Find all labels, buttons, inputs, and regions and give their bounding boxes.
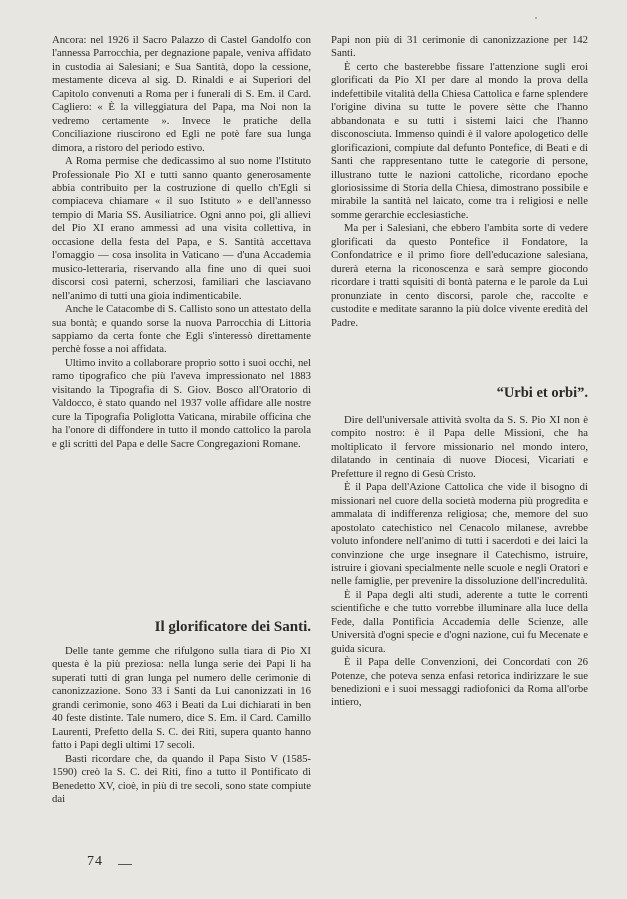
page-number-dash [118,864,132,865]
paragraph: Ancora: nel 1926 il Sacro Palazzo di Castel Gandolfo con l'annessa Parrocchia, per degnazione papale, veniva affidato in custodia ai Salesiani; e Sua Santità, dopo la cessione, mestamente diceva al sig. D. Rinaldi e ai Superiori del Capitolo convenuti a Roma per i funerali di S. Em. il Card. Cagliero: « È la villeggiatura del Papa, ma Noi non la vedremo certamente ». Invece le pratiche della Conciliazione riuscirono ed Egli ne potè fare sua lunga dimora, a ristoro del periodo estivo. [52,34,311,154]
paragraph: Ma per i Salesiani, che ebbero l'ambita sorte di vedere glorificati da questo Pontefice il Fondatore, la Confondatrice e il primo fiore dell'educazione salesiana, durerà eterna la riconoscenza e sarà sempre giocondo ricordare i tratti squisiti di bontà paterna e le parole da Lui pronunziate in cento discorsi, parole che, raccolte e custodite e meditate saranno la più dolce vivente eredità del Padre. [331,222,588,329]
page-number: 74 [87,854,103,869]
section-title-urbi-et-orbi: “Urbi et orbi”. [496,384,588,401]
paragraph: È il Papa dell'Azione Cattolica che vide il bisogno di missionari nel cuore della società moderna più progredita e ammalata di indifferenza religiosa; che, memore del suo apostolato catechistico nel Cenacolo milanese, avrebbe voluto infondere nell'animo di tutti i sacerdoti e dei laici la convinzione che urge insegnare il Catechismo, istruire, istruire i giovani specialmente nelle scuole e negli Oratori e nelle famiglie, per prevenire la dissoluzione dell'incredulità. [331,481,588,588]
paragraph: È il Papa delle Convenzioni, dei Concordati con 26 Potenze, che poteva senza enfasi retorica indirizzare le sue benedizioni e i suoi messaggi radiofonici da Roma all'orbe intiero, [331,656,588,709]
paragraph: Basti ricordare che, da quando il Papa Sisto V (1585-1590) creò la S. C. dei Riti, fino a tutto il Pontificato di Benedetto XV, cioè, in più di tre secoli, sono state compiute dai [52,752,311,805]
section-title-glorificatore: Il glorificatore dei Santi. [154,619,311,635]
paragraph: È il Papa degli alti studi, aderente a tutte le correnti scientifiche e che tutto vorrebbe illuminare alla luce della Fede, dalla Pontificia Accademia delle Scienze, alle Università d'ogni specie e d'ogni nazione, cui fu Mecenate e guida sicura. [331,588,588,655]
paper-speck [535,17,537,19]
paragraph: Delle tante gemme che rifulgono sulla tiara di Pio XI questa è la più preziosa: nella lunga serie dei Papi li ha superati tutti di gran lunga pel numero delle cerimonie di canonizzazione. Sono 33 i Santi da Lui canonizzati in 16 grandi cerimonie, sono 463 i Beati da Lui dichiarati in ben 40 feste distinte. Tale numero, dice S. Em. il Card. Camillo Laurenti, Prefetto della S. C. dei Riti, supera quanto hanno fatto i Papi degli ultimi 17 secoli. [52,645,311,752]
paragraph: Dire dell'universale attività svolta da S. S. Pio XI non è compito nostro: è il Papa delle Missioni, che ha moltiplicato il fervore missionario nel mondo intero, dilatando in centinaia di nuove Diocesi, Vicariati e Prefetture il regno di Gesù Cristo. [331,413,588,480]
right-column [331,34,588,710]
left-paragraphs-b [52,645,311,806]
paragraph: Anche le Catacombe di S. Callisto sono un attestato della sua bontà; e quando sorse la nuova Parrocchia di Littoria sappiamo da certa fonte che Egli s'interessò direttamente perchè fosse a noi affidata. [52,303,311,356]
left-paragraphs-a [52,34,311,451]
paragraph: Ultimo invito a collaborare proprio sotto i suoi occhi, nel ramo tipografico che più l'aveva impressionato nel 1883 visitando la Tipografia di S. Giov. Bosco all'Oratorio di Valdocco, è stato quando nel 1937 volle affidare alle nostre cure la Tipografia Poliglotta Vaticana, mirabile officina che ha l'onore di diffondere in tutto il mondo cattolico la parola e gli scritti del Papa e delle Sacre Congregazioni Romane. [52,356,311,450]
paragraph: Papi non più di 31 cerimonie di canonizzazione per 142 Santi. [331,34,588,60]
paragraph: A Roma permise che dedicassimo al suo nome l'Istituto Professionale Pio XI e tutti sanno quanto generosamente abbia contribuito per la costruzione di quello ch'Egli si compiaceva chiamare « il suo Istituto » e dell'annesso tempio di Maria SS. Ausiliatrice. Ogni anno poi, gli allievi del Pio XI erano ammessi ad una visita collettiva, in occasione della festa del Papa, e S. Santità accettava l'omaggio — cosa insolita in Vaticano — d'una Accademia musico-letteraria, riservando alla fine uno di quei suoi discorsi così paterni, scherzosi, familiari che lasciavano nell'animo di tutti una gioia indimenticabile. [52,155,311,302]
paragraph: È certo che basterebbe fissare l'attenzione sugli eroi glorificati da Pio XI per dare al mondo la prova della indefettibile vitalità della Chiesa Cattolica e farne splendere l'origine divina su tutte le povere sètte che l'hanno abbandonata e su tutti i sistemi laici che l'hanno disconosciuta. Immenso quindi è il valore apologetico delle glorificazioni, compiute dal defunto Pontefice, di Beati e di Santi che rappresentano tutte le categorie di persone, illustrano tutte le nazioni cattoliche, ricordano epoche gloriosissime di Storia della Chiesa, dimostrano possibile e mirabile la santità nel laicato, come tra i religiosi e nelle somme gerarchie ecclesiastiche. [331,60,588,221]
left-column [52,34,311,805]
